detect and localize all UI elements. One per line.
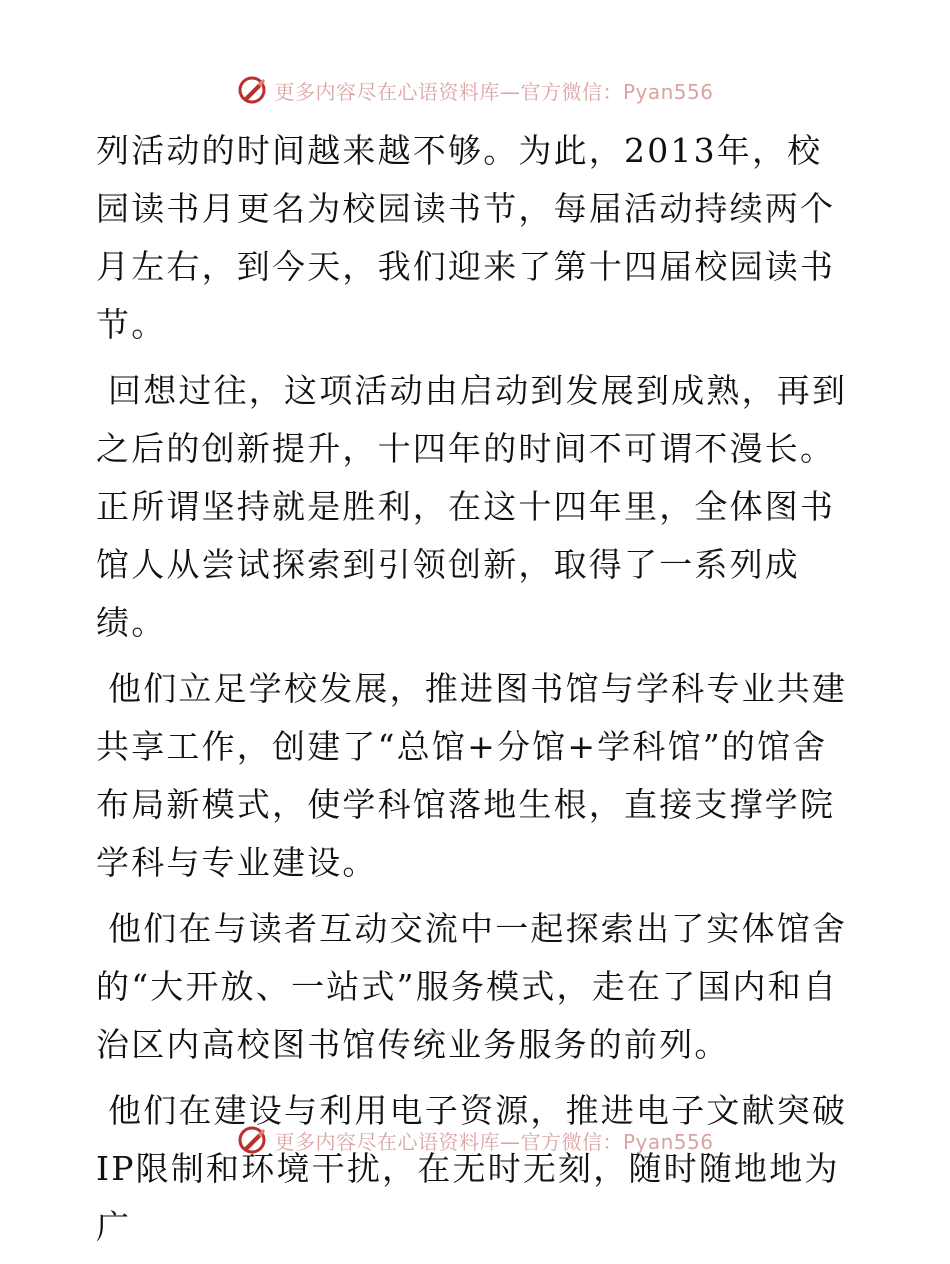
pen-seal-logo-icon [236, 74, 268, 106]
watermark-text: 更多内容尽在心语资料库—官方微信：Pyan556 [274, 79, 714, 104]
paragraph-2: 回想过往，这项活动由启动到发展到成熟，再到之后的创新提升，十四年的时间不可谓不漫长。正所谓坚持就是胜利，在这十四年里，全体图书馆人从尝试探索到引领创新，取得了一系列成绩。 [96, 371, 848, 642]
pen-seal-logo-icon [236, 1124, 268, 1156]
header-watermark [0, 73, 950, 107]
footer-watermark [0, 1123, 950, 1157]
paragraph-4: 他们在与读者互动交流中一起探索出了实体馆舍的“大开放、一站式”服务模式，走在了国内和自治区内高校图书馆传统业务服务的前列。 [96, 909, 848, 1064]
paragraph-3: 他们立足学校发展，推进图书馆与学科专业共建共享工作，创建了“总馆+分馆+学科馆”的馆舍布局新模式，使学科馆落地生根，直接支撑学院学科与专业建设。 [96, 669, 848, 882]
document-body [96, 122, 856, 1264]
paragraph-1: 列活动的时间越来越不够。为此，2013年，校园读书月更名为校园读书节，每届活动持续两个月左右，到今天，我们迎来了第十四届校园读书节。 [96, 131, 836, 344]
watermark-text: 更多内容尽在心语资料库—官方微信：Pyan556 [274, 1129, 714, 1154]
paragraph-5: 他们在建设与利用电子资源，推进电子文献突破IP限制和环境干扰，在无时无刻，随时随地地为广 [96, 1091, 848, 1246]
